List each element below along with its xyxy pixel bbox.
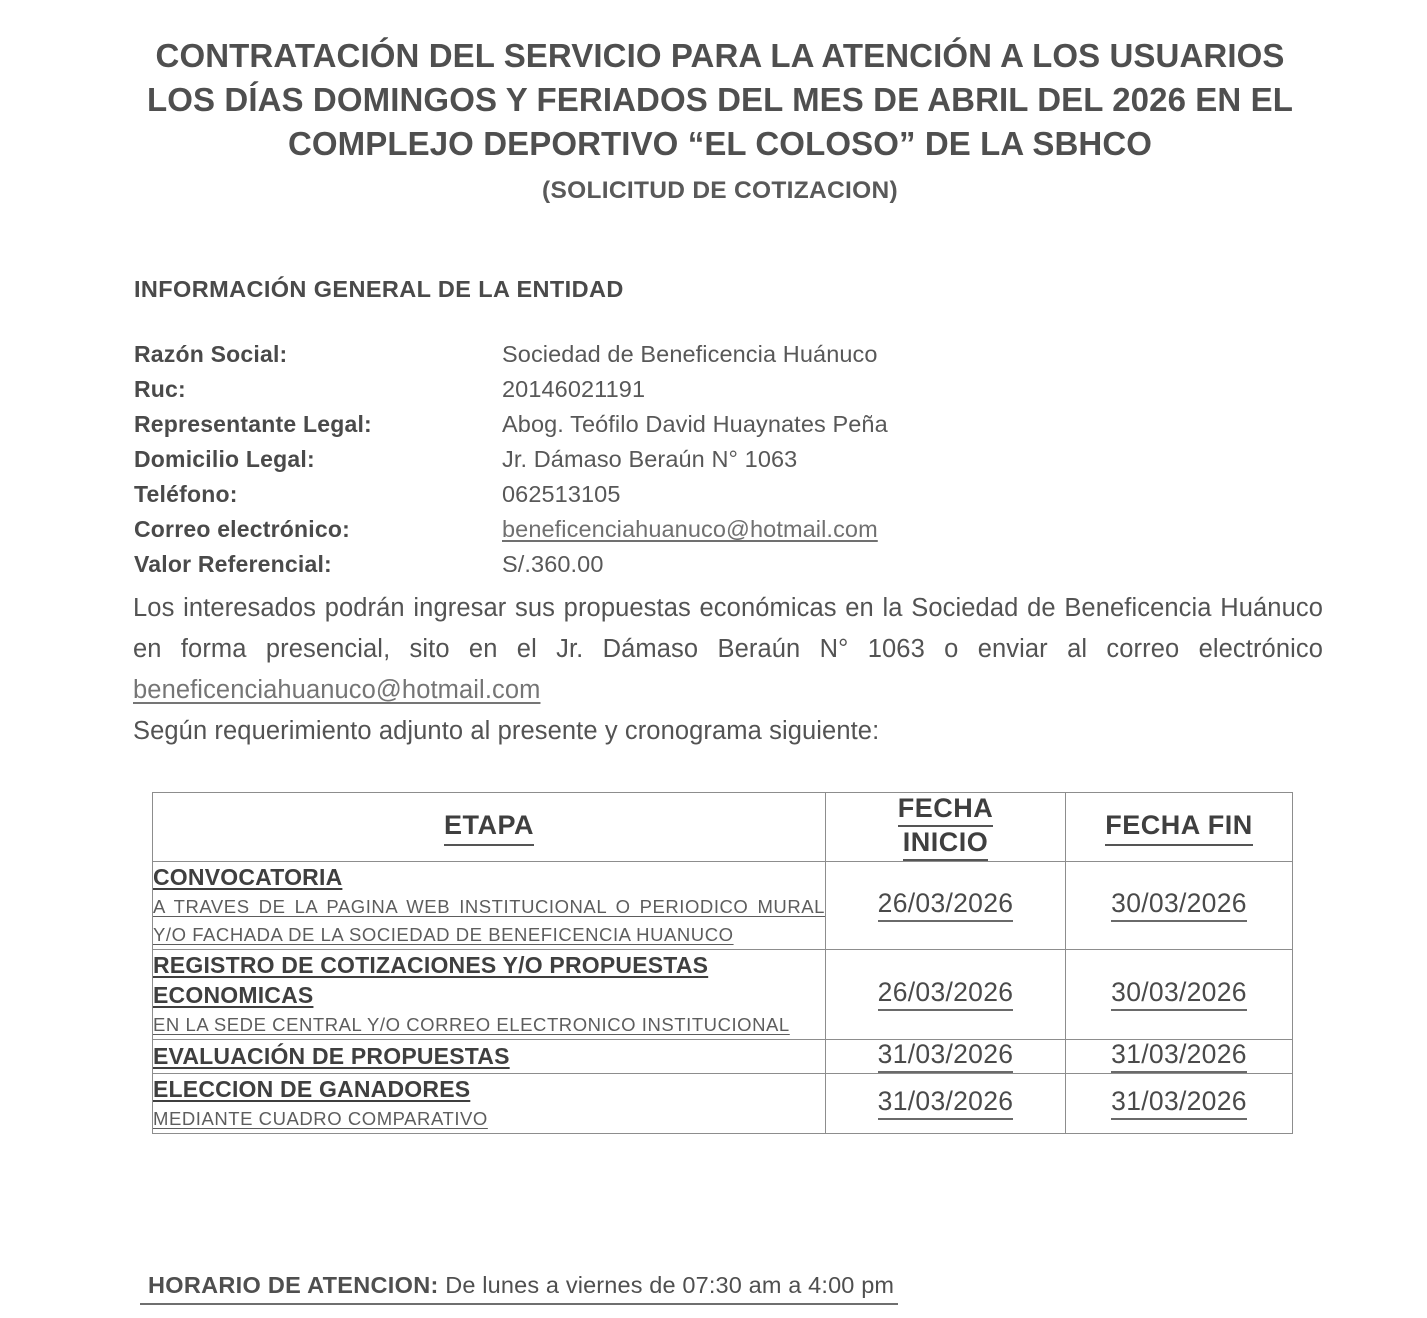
attention-hours (140, 1272, 898, 1305)
date-value: 31/03/2026 (1111, 1040, 1247, 1073)
requirement-note: Según requerimiento adjunto al presente y cronograma siguiente: (133, 717, 880, 745)
info-label: Teléfono: (134, 481, 238, 507)
cell-fecha-fin (1066, 1039, 1293, 1073)
cell-fecha-fin (1066, 862, 1293, 950)
cell-fecha-inicio (826, 949, 1066, 1039)
info-row-ruc (134, 376, 1134, 411)
table-row (153, 862, 1293, 950)
document-subtitle: (SOLICITUD DE COTIZACION) (542, 176, 898, 204)
cell-etapa (153, 862, 826, 950)
info-value: Abog. Teófilo David Huaynates Peña (502, 411, 888, 437)
email-link[interactable]: beneficenciahuanuco@hotmail.com (502, 516, 878, 542)
column-header-fecha-fin-label: FECHA FIN (1105, 808, 1253, 846)
table-row (153, 1039, 1293, 1073)
instructions-paragraph (133, 588, 1323, 711)
column-header-fecha-fin (1066, 793, 1293, 862)
cell-fecha-inicio (826, 862, 1066, 950)
info-value: 062513105 (502, 481, 621, 507)
cell-etapa (153, 1073, 826, 1133)
column-header-etapa (153, 793, 826, 862)
column-header-fecha-inicio-line2: INICIO (903, 827, 989, 861)
info-row-representante-legal (134, 411, 1134, 446)
attention-hours-label: HORARIO DE ATENCION: (148, 1272, 439, 1298)
document-header (140, 34, 1300, 205)
etapa-main-label: EVALUACIÓN DE PROPUESTAS (153, 1043, 510, 1070)
etapa-main-label: REGISTRO DE COTIZACIONES Y/O PROPUESTAS ECONOMICAS (153, 951, 709, 1008)
cell-fecha-inicio (826, 1039, 1066, 1073)
cell-etapa (153, 949, 826, 1039)
info-label: Representante Legal: (134, 411, 372, 437)
entity-info-list (134, 341, 1134, 586)
info-value: S/.360.00 (502, 551, 604, 577)
column-header-fecha-inicio (826, 793, 1066, 862)
etapa-main-label: ELECCION DE GANADORES (153, 1075, 471, 1102)
cell-fecha-fin (1066, 949, 1293, 1039)
page-title: CONTRATACIÓN DEL SERVICIO PARA LA ATENCIÓN A LOS USUARIOS LOS DÍAS DOMINGOS Y FERIADOS DEL MES DE ABRIL DEL 2026 EN EL COMPLEJO DEPORTIVO “EL COLOSO” DE LA SBHCO (147, 37, 1293, 163)
table-row (153, 1073, 1293, 1133)
column-header-fecha-inicio-line1: FECHA (898, 793, 994, 827)
info-label: Razón Social: (134, 341, 288, 367)
info-value: Sociedad de Beneficencia Huánuco (502, 341, 878, 367)
date-value: 31/03/2026 (1111, 1087, 1247, 1120)
cell-fecha-fin (1066, 1073, 1293, 1133)
date-value: 31/03/2026 (878, 1087, 1014, 1120)
info-value: Jr. Dámaso Beraún N° 1063 (502, 446, 798, 472)
date-value: 31/03/2026 (878, 1040, 1014, 1073)
etapa-sub-label: MEDIANTE CUADRO COMPARATIVO (153, 1107, 488, 1129)
cell-etapa (153, 1039, 826, 1073)
etapa-main-label: CONVOCATORIA (153, 864, 343, 890)
date-value: 26/03/2026 (878, 889, 1014, 922)
info-label: Correo electrónico: (134, 516, 350, 542)
schedule-table (152, 792, 1293, 1134)
email-link-inline[interactable]: beneficenciahuanuco@hotmail.com (133, 676, 541, 704)
info-row-valor-referencial (134, 551, 1134, 586)
info-label: Domicilio Legal: (134, 446, 315, 472)
etapa-sub-label: A TRAVES DE LA PAGINA WEB INSTITUCIONAL O PERIODICO MURAL Y/O FACHADA DE LA SOCIEDAD DE BENEFICENCIA HUANUCO (153, 896, 825, 945)
info-label: Ruc: (134, 376, 186, 402)
info-row-domicilio-legal (134, 446, 1134, 481)
instructions-text: Los interesados podrán ingresar sus propuestas económicas en la Sociedad de Beneficencia Huánuco en forma presencial, sito en el Jr. Dámaso Beraún N° 1063 o enviar al correo electrónico (133, 594, 1323, 663)
table-row (153, 949, 1293, 1039)
instructions-block (133, 588, 1323, 752)
etapa-sub-label: EN LA SEDE CENTRAL Y/O CORREO ELECTRONICO INSTITUCIONAL (153, 1013, 790, 1035)
date-value: 26/03/2026 (878, 978, 1014, 1011)
cell-fecha-inicio (826, 1073, 1066, 1133)
info-row-telefono (134, 481, 1134, 516)
date-value: 30/03/2026 (1111, 978, 1247, 1011)
info-row-razon-social (134, 341, 1134, 376)
table-header-row (153, 793, 1293, 862)
info-label: Valor Referencial: (134, 551, 332, 577)
column-header-etapa-label: ETAPA (444, 808, 534, 846)
attention-hours-value: De lunes a viernes de 07:30 am a 4:00 pm (438, 1272, 895, 1298)
info-value: 20146021191 (502, 376, 646, 402)
date-value: 30/03/2026 (1111, 889, 1247, 922)
info-row-correo-electronico (134, 516, 1134, 551)
section-heading-entity-info: INFORMACIÓN GENERAL DE LA ENTIDAD (134, 276, 624, 302)
